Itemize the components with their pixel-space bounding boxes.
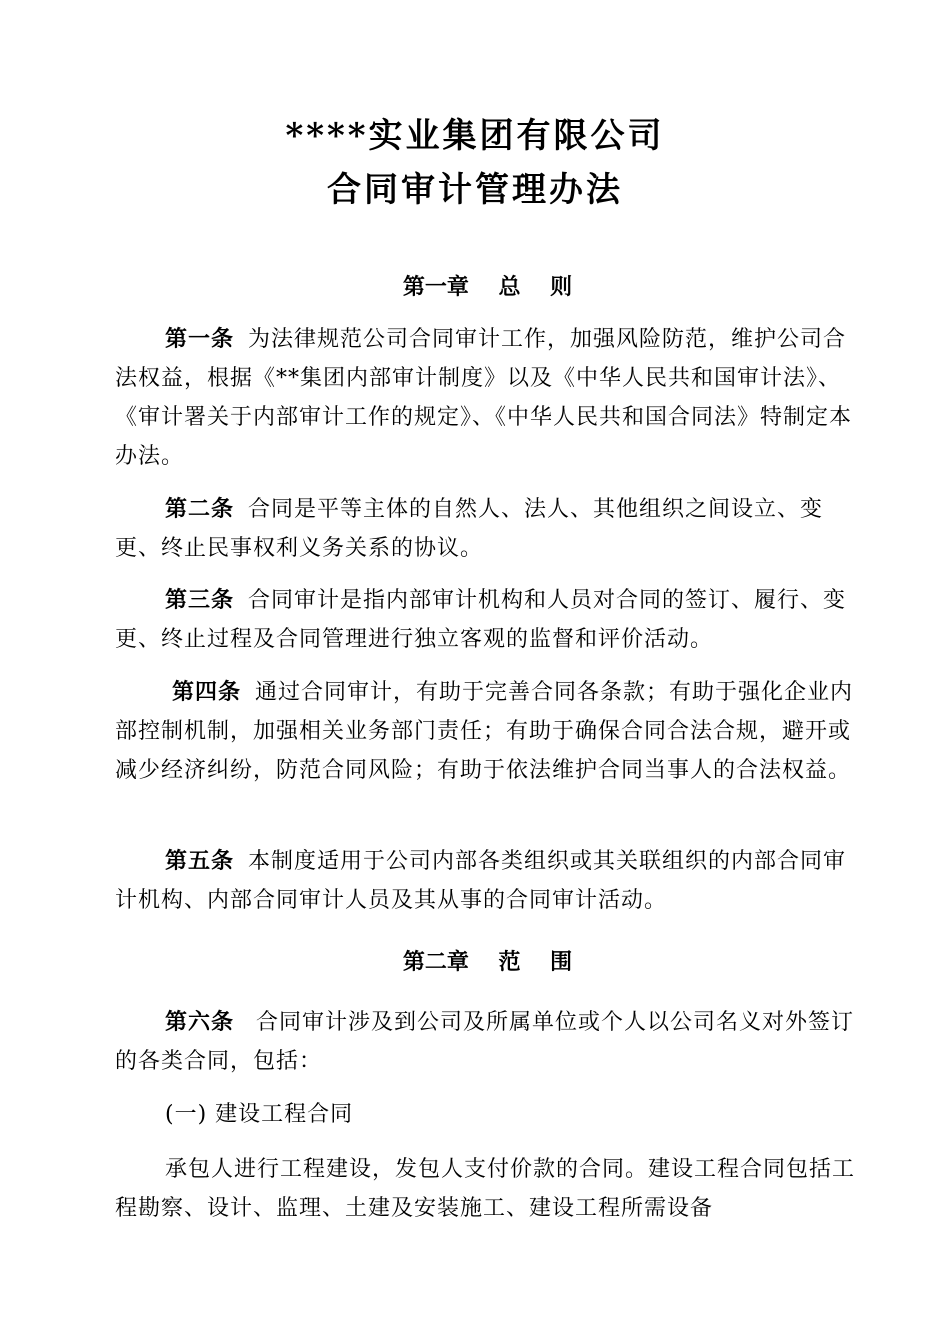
- article-label: 第四条: [172, 679, 242, 705]
- document-title: 合同审计管理办法: [327, 170, 623, 210]
- article-paragraph: [115, 320, 860, 476]
- article-text: 通过合同审计，有助于完善合同各条款；有助于强化企业内部控制机制，加强相关业务部门责任；有助于确保合同合法合规，避开或减少经济纠纷，防范合同风险；有助于依法维护合同当事人的合法权益。: [115, 680, 854, 783]
- article-paragraph: [115, 490, 860, 568]
- article-label: 第二条: [165, 496, 235, 522]
- chapter-heading-1: 第一章 总 则: [402, 274, 573, 300]
- article-text: 为法律规范公司合同审计工作，加强风险防范，维护公司合法权益，根据《**集团内部审计制度》以及《中华人民共和国审计法》、《审计署关于内部审计工作的规定》、《中华人民共和国合同法》特制定本办法。: [115, 327, 853, 469]
- list-item-heading: (一) 建设工程合同: [165, 1102, 354, 1127]
- article-text: 合同审计涉及到公司及所属单位或个人以公司名义对外签订的各类合同，包括：: [115, 1010, 855, 1074]
- article-label: 第一条: [165, 326, 235, 352]
- article-text: 合同审计是指内部审计机构和人员对合同的签订、履行、变更、终止过程及合同管理进行独立客观的监督和评价活动。: [115, 588, 847, 652]
- article-label: 第三条: [165, 587, 235, 613]
- article-paragraph: [115, 842, 860, 920]
- list-item-description: 承包人进行工程建设，发包人支付价款的合同。建设工程合同包括工程勘察、设计、监理、土建及安装施工、建设工程所需设备: [115, 1157, 856, 1221]
- article-paragraph: [115, 673, 860, 790]
- article-label: 第六条: [165, 1009, 235, 1035]
- company-title: ****实业集团有限公司: [285, 116, 665, 156]
- article-paragraph: [115, 1003, 860, 1081]
- chapter-heading-2: 第二章 范 围: [402, 949, 573, 975]
- article-text: 本制度适用于公司内部各类组织或其关联组织的内部合同审计机构、内部合同审计人员及其从事的合同审计活动。: [115, 849, 847, 913]
- article-paragraph: [115, 581, 860, 659]
- article-label: 第五条: [165, 848, 235, 874]
- article-text: 合同是平等主体的自然人、法人、其他组织之间设立、变更、终止民事权利义务关系的协议。: [115, 497, 824, 561]
